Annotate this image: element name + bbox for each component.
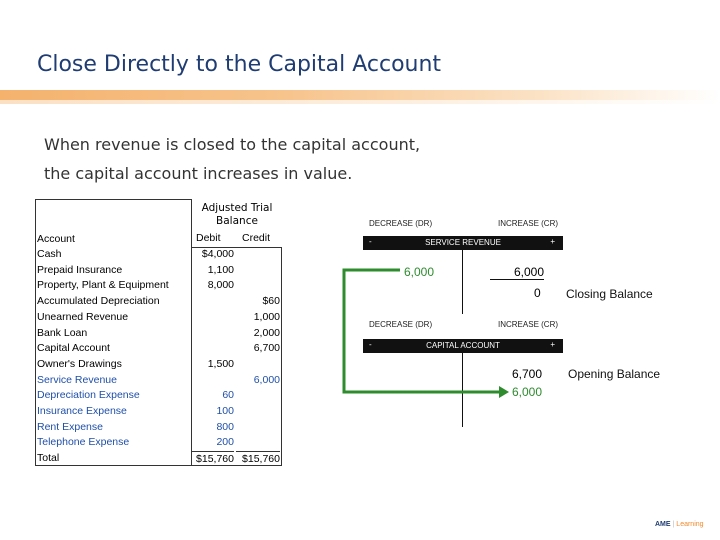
- account-name: Bank Loan: [37, 326, 88, 339]
- ca-plus: +: [550, 340, 555, 349]
- sr-credit-balance: 0: [534, 286, 541, 300]
- debit-amount: $4,000: [201, 248, 234, 260]
- account-name: Accumulated Depreciation: [37, 295, 160, 308]
- account-name: Owner's Drawings: [37, 357, 122, 370]
- sr-minus: -: [369, 237, 372, 246]
- account-name: Service Revenue: [37, 373, 117, 386]
- ca-increase-label: INCREASE (CR): [498, 320, 559, 329]
- ca-credit-entry: 6,000: [512, 385, 543, 399]
- account-name: Capital Account: [37, 342, 110, 355]
- credit-header: Credit: [242, 232, 271, 244]
- trial-balance-header-line2: Balance: [216, 215, 258, 227]
- sr-decrease-label: DECREASE (DR): [369, 219, 433, 228]
- account-name: Unearned Revenue: [37, 310, 129, 323]
- debit-header: Debit: [196, 232, 221, 244]
- body-line-2: the capital account increases in value.: [44, 164, 353, 183]
- account-name: Rent Expense: [37, 420, 103, 433]
- sr-account-name: SERVICE REVENUE: [425, 238, 501, 247]
- debit-amount: 800: [216, 420, 234, 433]
- trial-balance-header-line1: Adjusted Trial: [201, 202, 273, 214]
- ame-logo: AME | Learning: [655, 521, 704, 528]
- credit-amount: 2,000: [253, 326, 280, 339]
- body-line-1: When revenue is closed to the capital account,: [44, 135, 421, 154]
- credit-amount: $60: [262, 295, 280, 308]
- debit-amount: 8,000: [207, 279, 234, 292]
- sr-plus: +: [550, 237, 555, 246]
- account-name: Depreciation Expense: [37, 389, 140, 402]
- debit-amount: 1,500: [207, 357, 234, 370]
- slide-title: Close Directly to the Capital Account: [37, 52, 442, 77]
- connector-arrowhead: [499, 386, 509, 398]
- sr-debit-entry: 6,000: [404, 265, 435, 279]
- credit-amount: 6,700: [253, 342, 280, 355]
- debit-amount: $15,760: [192, 451, 234, 467]
- debit-amount: 100: [216, 405, 234, 417]
- account-header: Account: [37, 233, 75, 245]
- account-name: Telephone Expense: [37, 436, 130, 449]
- ca-minus: -: [369, 340, 372, 349]
- closing-balance-label: Closing Balance: [566, 287, 653, 301]
- connector-line: [344, 270, 500, 392]
- debit-amount: 200: [216, 436, 234, 449]
- ca-credit-opening: 6,700: [512, 367, 543, 381]
- logo-brand: AME: [655, 521, 671, 528]
- sr-credit-entry: 6,000: [490, 265, 544, 280]
- account-name: Total: [37, 452, 60, 465]
- credit-amount: 6,000: [253, 373, 280, 386]
- sr-increase-label: INCREASE (CR): [498, 219, 559, 228]
- opening-balance-label: Opening Balance: [568, 367, 661, 381]
- account-name: Prepaid Insurance: [37, 263, 123, 276]
- debit-amount: 1,100: [207, 263, 234, 276]
- debit-amount: 60: [222, 389, 234, 402]
- credit-amount: 1,000: [253, 310, 280, 323]
- account-name: Cash: [37, 248, 62, 260]
- logo-tagline: Learning: [676, 521, 704, 528]
- account-name: Insurance Expense: [37, 405, 127, 417]
- account-name: Property, Plant & Equipment: [37, 279, 169, 292]
- credit-amount: $15,760: [236, 451, 280, 467]
- ca-account-name: CAPITAL ACCOUNT: [426, 341, 500, 350]
- ca-decrease-label: DECREASE (DR): [369, 320, 433, 329]
